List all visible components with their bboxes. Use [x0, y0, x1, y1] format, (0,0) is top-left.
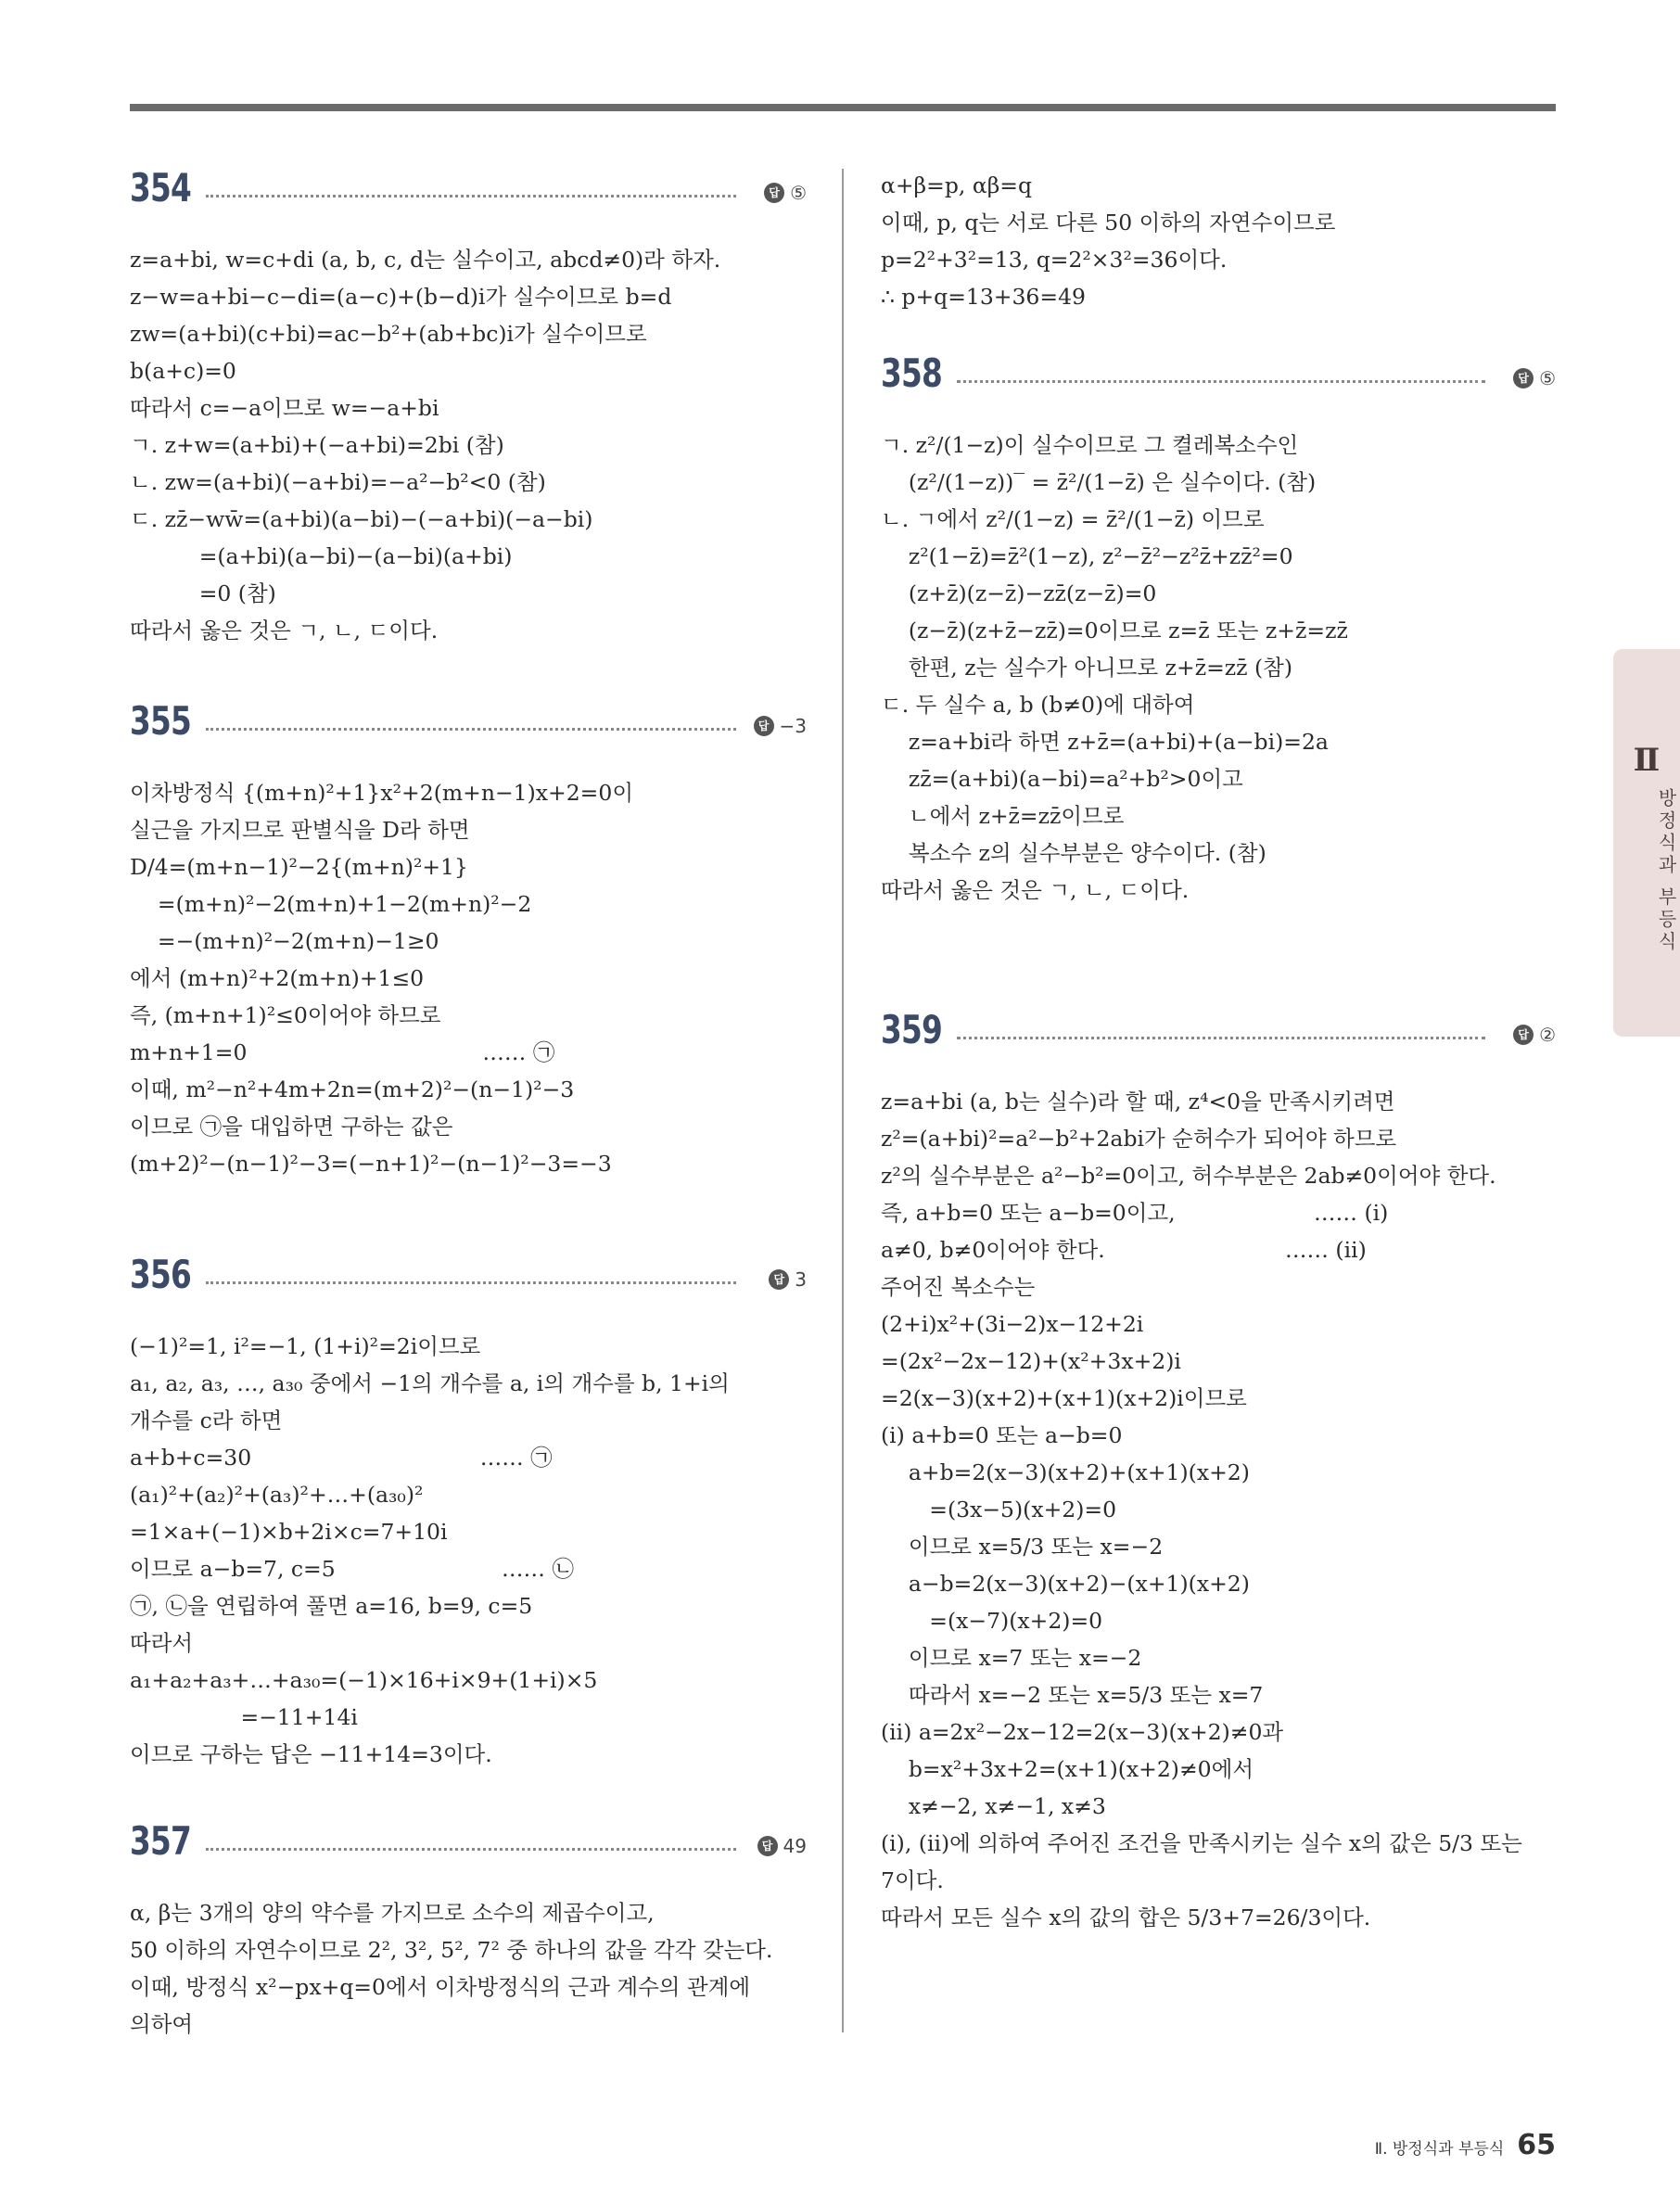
solution-line: 실근을 가지므로 판별식을 D라 하면	[130, 817, 470, 843]
footer-chapter: Ⅱ. 방정식과 부등식	[1374, 2140, 1505, 2159]
solution-line: 에서 (m+n)²+2(m+n)+1≤0	[130, 965, 425, 991]
solution-line: a+b+c=30 …… ㉠	[130, 1445, 553, 1471]
problem-354	[130, 165, 807, 649]
answer-label	[754, 715, 807, 737]
solution-body	[130, 774, 807, 1182]
solution-line: z²의 실수부분은 a²−b²=0이고, 허수부분은 2ab≠0이어야 한다.	[881, 1163, 1496, 1189]
solution-line: 즉, (m+n+1)²≤0이어야 하므로	[130, 1002, 441, 1028]
answer-value: −3	[779, 715, 807, 737]
problem-number: 355	[130, 698, 192, 744]
problem-358	[881, 350, 1556, 909]
solution-line: =(m+n)²−2(m+n)+1−2(m+n)²−2	[130, 891, 532, 917]
solution-line: ㄷ. zz̄−ww̄=(a+bi)(a−bi)−(−a+bi)(−a−bi)	[130, 506, 593, 532]
solution-line: ㄱ. z+w=(a+bi)+(−a+bi)=2bi (참)	[130, 432, 504, 458]
solution-line: z=a+bi (a, b는 실수)라 할 때, z⁴<0을 만족시키려면	[881, 1089, 1395, 1115]
solution-line: ㄴ에서 z+z̄=zz̄이므로	[881, 803, 1125, 829]
dotted-leader	[957, 380, 1485, 383]
solution-body	[130, 1328, 807, 1773]
solution-line: α, β는 3개의 양의 약수를 가지므로 소수의 제곱수이고,	[130, 1900, 655, 1926]
solution-line: zw=(a+bi)(c+bi)=ac−b²+(ab+bc)i가 실수이므로	[130, 321, 647, 347]
solution-line: =(x−7)(x+2)=0	[881, 1608, 1103, 1634]
solution-line: 즉, a+b=0 또는 a−b=0이고, …… (i)	[881, 1200, 1389, 1226]
problem-356	[130, 1252, 807, 1773]
solution-line: z=a+bi, w=c+di (a, b, c, d는 실수이고, abcd≠0)라 하자.	[130, 247, 721, 273]
solution-line: (ii) a=2x²−2x−12=2(x−3)(x+2)≠0과	[881, 1719, 1284, 1745]
column-divider	[842, 169, 844, 2032]
solution-line: =2(x−3)(x+2)+(x+1)(x+2)i이므로	[881, 1385, 1247, 1411]
problem-header	[130, 1252, 807, 1304]
solution-line: 이때, m²−n²+4m+2n=(m+2)²−(n−1)²−3	[130, 1076, 575, 1102]
problem-header	[130, 1818, 807, 1870]
solution-line: =(2x²−2x−12)+(x²+3x+2)i	[881, 1348, 1181, 1374]
solution-line: 50 이하의 자연수이므로 2², 3², 5², 7² 중 하나의 값을 각각 갖는다.	[130, 1937, 773, 1963]
answer-label	[764, 182, 807, 204]
solution-line: 복소수 z의 실수부분은 양수이다. (참)	[881, 840, 1266, 866]
answer-icon: 답	[754, 716, 774, 736]
solution-line: ㄴ. ㄱ에서 z²/(1−z) = z̄²/(1−z̄) 이므로	[881, 506, 1265, 532]
answer-icon: 답	[764, 183, 784, 203]
solution-line: ㄱ. z²/(1−z)이 실수이므로 그 켤레복소수인	[881, 432, 1299, 458]
answer-value: 49	[783, 1835, 807, 1857]
solution-line: 이므로 x=5/3 또는 x=−2	[881, 1534, 1164, 1560]
dotted-leader	[206, 1281, 736, 1284]
solution-line: 이차방정식 {(m+n)²+1}x²+2(m+n−1)x+2=0이	[130, 780, 634, 806]
answer-value: ②	[1539, 1024, 1556, 1046]
solution-line: (z−z̄)(z+z̄−zz̄)=0이므로 z=z̄ 또는 z+z̄=zz̄	[881, 618, 1348, 643]
answer-label	[757, 1835, 807, 1857]
solution-line: 이때, p, q는 서로 다른 50 이하의 자연수이므로	[881, 210, 1336, 236]
answer-label	[769, 1268, 807, 1291]
solution-line: =0 (참)	[130, 580, 276, 606]
answer-label	[1513, 367, 1556, 389]
solution-line: 의하여	[130, 2011, 194, 2037]
problem-header	[881, 350, 1556, 402]
solution-line: α+β=p, αβ=q	[881, 172, 1033, 198]
solution-line: m+n+1=0 …… ㉠	[130, 1039, 555, 1065]
solution-line: =(3x−5)(x+2)=0	[881, 1497, 1117, 1522]
solution-line: 따라서 c=−a이므로 w=−a+bi	[130, 395, 439, 421]
solution-body	[881, 1083, 1556, 1936]
solution-body	[881, 427, 1556, 909]
chapter-side-tab	[1613, 649, 1680, 1037]
solution-line: =−11+14i	[130, 1704, 358, 1730]
solution-line: 이때, 방정식 x²−px+q=0에서 이차방정식의 근과 계수의 관계에	[130, 1974, 751, 2000]
answer-icon: 답	[1513, 1025, 1534, 1045]
solution-line: (2+i)x²+(3i−2)x−12+2i	[881, 1311, 1144, 1337]
solution-line: (i), (ii)에 의하여 주어진 조건을 만족시키는 실수 x의 값은 5/3 또는	[881, 1830, 1522, 1856]
solution-line: 한편, z는 실수가 아니므로 z+z̄=zz̄ (참)	[881, 655, 1293, 681]
solution-line: 이므로 구하는 답은 −11+14=3이다.	[130, 1741, 492, 1767]
solution-line: D/4=(m+n−1)²−2{(m+n)²+1}	[130, 854, 468, 880]
solution-line: z²=(a+bi)²=a²−b²+2abi가 순허수가 되어야 하므로	[881, 1126, 1397, 1152]
solution-line: ㄷ. 두 실수 a, b (b≠0)에 대하여	[881, 692, 1195, 718]
solution-line: ∴ p+q=13+36=49	[881, 284, 1086, 310]
problem-355	[130, 698, 807, 1182]
solution-body	[130, 241, 807, 649]
answer-icon: 답	[769, 1269, 789, 1290]
solution-line: a≠0, b≠0이어야 한다. …… (ii)	[881, 1237, 1367, 1263]
solution-line: p=2²+3²=13, q=2²×3²=36이다.	[881, 247, 1228, 273]
solution-line: 이므로 ㉠을 대입하면 구하는 값은	[130, 1114, 453, 1140]
solution-line: b=x²+3x+2=(x+1)(x+2)≠0에서	[881, 1756, 1254, 1782]
solution-line: a₁, a₂, a₃, …, a₃₀ 중에서 −1의 개수를 a, i의 개수를 b, 1+i의	[130, 1370, 730, 1396]
solution-line: (m+2)²−(n−1)²−3=(−n+1)²−(n−1)²−3=−3	[130, 1151, 612, 1177]
solution-line: (a₁)²+(a₂)²+(a₃)²+…+(a₃₀)²	[130, 1482, 424, 1508]
dotted-leader	[206, 195, 736, 197]
solution-line: 7이다.	[881, 1867, 944, 1893]
solution-line: z=a+bi라 하면 z+z̄=(a+bi)+(a−bi)=2a	[881, 729, 1329, 755]
solution-line: =(a+bi)(a−bi)−(a−bi)(a+bi)	[130, 543, 513, 569]
solution-line: 따라서 옳은 것은 ㄱ, ㄴ, ㄷ이다.	[130, 618, 439, 643]
dotted-leader	[957, 1037, 1485, 1039]
solution-line: =1×a+(−1)×b+2i×c=7+10i	[130, 1519, 448, 1545]
solution-line: 따라서 모든 실수 x의 값의 합은 5/3+7=26/3이다.	[881, 1904, 1371, 1930]
problem-header	[130, 165, 807, 217]
answer-value: ⑤	[790, 182, 807, 204]
problem-number: 354	[130, 165, 192, 210]
solution-line: 따라서 x=−2 또는 x=5/3 또는 x=7	[881, 1682, 1264, 1708]
solution-line: x≠−2, x≠−1, x≠3	[881, 1793, 1106, 1819]
solution-line: (z+z̄)(z−z̄)−zz̄(z−z̄)=0	[881, 580, 1157, 606]
solution-line: 이므로 x=7 또는 x=−2	[881, 1645, 1142, 1671]
answer-value: 3	[795, 1268, 807, 1291]
problem-357	[130, 1818, 807, 2043]
page-footer	[1375, 2129, 1556, 2161]
problem-number: 358	[881, 350, 943, 396]
solution-line: b(a+c)=0	[130, 358, 236, 384]
solution-line: (z²/(1−z))‾ = z̄²/(1−z̄) 은 실수이다. (참)	[881, 469, 1317, 495]
solution-body	[130, 1894, 807, 2043]
problem-number: 356	[130, 1252, 192, 1297]
problem-header	[130, 698, 807, 750]
dotted-leader	[206, 728, 736, 731]
problem-header	[881, 1007, 1556, 1059]
solution-line: 이므로 a−b=7, c=5 …… ㉡	[130, 1556, 574, 1582]
solution-line: (−1)²=1, i²=−1, (1+i)²=2i이므로	[130, 1333, 481, 1359]
solution-line: z²(1−z̄)=z̄²(1−z), z²−z̄²−z²z̄+zz̄²=0	[881, 543, 1293, 569]
answer-label	[1513, 1024, 1556, 1046]
problem-359	[881, 1007, 1556, 1936]
solution-line: =−(m+n)²−2(m+n)−1≥0	[130, 928, 439, 954]
answer-icon: 답	[1513, 368, 1534, 389]
solution-line: a₁+a₂+a₃+…+a₃₀=(−1)×16+i×9+(1+i)×5	[130, 1667, 598, 1693]
problem-357-continued	[881, 167, 1556, 315]
dotted-leader	[206, 1848, 736, 1851]
solution-line: (i) a+b=0 또는 a−b=0	[881, 1422, 1123, 1448]
chapter-title: 방정식과 부등식	[1655, 788, 1677, 954]
problem-number: 357	[130, 1818, 192, 1864]
solution-line: zz̄=(a+bi)(a−bi)=a²+b²>0이고	[881, 766, 1243, 792]
solution-line: ㉠, ㉡을 연립하여 풀면 a=16, b=9, c=5	[130, 1593, 533, 1619]
solution-line: a+b=2(x−3)(x+2)+(x+1)(x+2)	[881, 1459, 1250, 1485]
solution-line: a−b=2(x−3)(x+2)−(x+1)(x+2)	[881, 1571, 1250, 1597]
page-number: 65	[1517, 2129, 1556, 2161]
top-rule	[130, 104, 1556, 111]
answer-value: ⑤	[1539, 367, 1556, 389]
solution-line: 주어진 복소수는	[881, 1274, 1036, 1300]
solution-line: z−w=a+bi−c−di=(a−c)+(b−d)i가 실수이므로 b=d	[130, 284, 672, 310]
chapter-numeral: Ⅱ	[1633, 742, 1661, 779]
solution-line: 개수를 c라 하면	[130, 1408, 283, 1433]
solution-line: 따라서	[130, 1630, 194, 1656]
solution-line: ㄴ. zw=(a+bi)(−a+bi)=−a²−b²<0 (참)	[130, 469, 546, 495]
answer-icon: 답	[757, 1836, 778, 1856]
solution-line: 따라서 옳은 것은 ㄱ, ㄴ, ㄷ이다.	[881, 877, 1190, 903]
problem-number: 359	[881, 1007, 943, 1052]
